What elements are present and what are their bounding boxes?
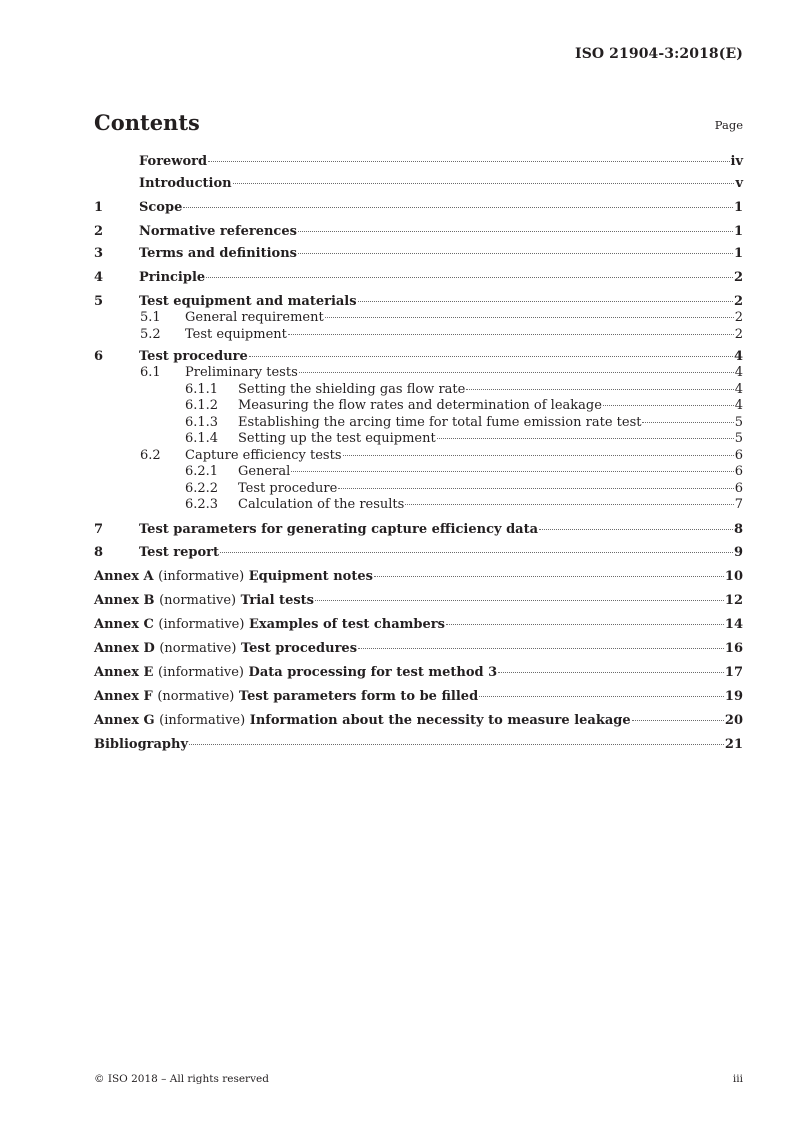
toc-entry-title[interactable]: Foreword: [139, 154, 208, 169]
toc-entry[interactable]: [94, 294, 743, 310]
dot-leader: [358, 301, 733, 302]
toc-entry-page: 1: [733, 224, 743, 239]
dot-leader: [298, 231, 733, 232]
dot-leader: [291, 471, 733, 472]
toc-entry-number: 1: [94, 200, 104, 215]
toc-entry-title[interactable]: Normative references: [139, 224, 297, 239]
annex-label: Annex A: [94, 568, 154, 584]
toc-entry-number: 6.1.3: [185, 414, 219, 430]
annex-title: Data processing for test method 3: [248, 664, 498, 680]
dot-leader: [189, 744, 724, 745]
toc-entry-title[interactable]: General requirement: [185, 310, 324, 325]
toc-entry-number: 3: [94, 246, 104, 261]
toc-entry-title[interactable]: Setting up the test equipment: [238, 431, 436, 446]
toc-entry-number: 6.1: [140, 365, 161, 380]
toc-entry[interactable]: [94, 464, 743, 481]
document-id-header: ISO 21904-3:2018(E): [575, 46, 743, 62]
toc-entry[interactable]: [94, 154, 743, 170]
annex-type: (normative): [157, 688, 235, 704]
dot-leader: [498, 672, 724, 673]
dot-leader: [343, 455, 734, 456]
toc-entry[interactable]: [94, 522, 743, 538]
annex-type: (normative): [159, 640, 237, 656]
toc-entry-page: 7: [734, 497, 743, 512]
table-of-contents: [94, 154, 743, 753]
toc-entry-number: 6.2: [140, 447, 161, 463]
annex-label: Annex D: [94, 640, 155, 656]
toc-entry-title[interactable]: Introduction: [139, 176, 232, 191]
dot-leader: [206, 277, 733, 278]
dot-leader: [208, 161, 729, 162]
annex-entry[interactable]: [94, 641, 743, 657]
dot-leader: [325, 317, 734, 318]
annex-label: Annex F: [94, 688, 153, 704]
page-column-label: Page: [714, 118, 743, 132]
toc-entry-title[interactable]: Test procedure: [139, 349, 248, 364]
annex-label: Annex E: [94, 664, 154, 680]
annex-entry-title[interactable]: [94, 617, 445, 633]
toc-entry-page: v: [735, 176, 743, 191]
annex-entry-page: 20: [724, 712, 743, 728]
toc-entry-page: 4: [734, 398, 743, 413]
dot-leader: [288, 334, 734, 335]
toc-entry[interactable]: [94, 481, 743, 498]
annex-label: Annex B: [94, 592, 155, 608]
dot-leader: [466, 389, 733, 390]
toc-entry[interactable]: [94, 176, 743, 192]
toc-entry-title[interactable]: Measuring the flow rates and determination of leakage: [238, 398, 602, 413]
annex-title: Information about the necessity to measure leakage: [249, 712, 631, 728]
annex-type: (informative): [159, 712, 246, 728]
toc-entry-page: 9: [733, 544, 743, 560]
dot-leader: [249, 356, 733, 357]
annex-entry-page: 10: [724, 568, 743, 584]
toc-entry-page: 5: [734, 414, 743, 430]
toc-entry-page: 8: [733, 521, 743, 537]
dot-leader: [632, 720, 724, 721]
toc-entry-page: iv: [730, 154, 743, 169]
toc-entry[interactable]: [94, 448, 743, 465]
annex-entry[interactable]: [94, 569, 743, 585]
annex-entry-title[interactable]: [94, 665, 497, 681]
dot-leader: [315, 600, 724, 601]
toc-entry-number: 7: [94, 521, 104, 537]
annex-entry[interactable]: [94, 665, 743, 681]
toc-entry-page: 4: [734, 365, 743, 380]
toc-entry-page: 2: [733, 294, 743, 309]
annex-entry-title[interactable]: [94, 689, 478, 705]
bibliography-title[interactable]: Bibliography: [94, 736, 189, 752]
toc-entry[interactable]: [94, 224, 743, 240]
toc-entry-title[interactable]: Test equipment and materials: [139, 294, 357, 309]
annex-entry-title[interactable]: [94, 593, 314, 609]
annex-type: (normative): [159, 592, 237, 608]
toc-entry[interactable]: [94, 246, 743, 262]
toc-entry-title[interactable]: Preliminary tests: [185, 365, 298, 380]
annex-entry-title[interactable]: [94, 641, 357, 657]
annex-entry[interactable]: [94, 713, 743, 729]
toc-entry-title[interactable]: General: [238, 464, 291, 479]
toc-entry-page: 4: [734, 381, 743, 397]
toc-entry[interactable]: [94, 398, 743, 415]
dot-leader: [233, 183, 735, 184]
toc-entry-title[interactable]: Calculation of the results: [238, 497, 405, 512]
toc-entry-page: 6: [734, 480, 743, 496]
toc-entry-page: 2: [734, 310, 743, 325]
toc-entry-title[interactable]: Test procedure: [238, 480, 338, 496]
annex-entry-title[interactable]: [94, 569, 373, 585]
dot-leader: [603, 405, 734, 406]
toc-entry-number: 8: [94, 544, 104, 560]
toc-entry-number: 5.2: [140, 326, 161, 342]
toc-entry-title[interactable]: Test report: [139, 544, 220, 560]
toc-entry[interactable]: [94, 365, 743, 382]
toc-entry[interactable]: [94, 327, 743, 344]
toc-entry[interactable]: [94, 497, 743, 514]
toc-entry-title[interactable]: Principle: [139, 270, 206, 285]
annex-entry-page: 12: [724, 592, 743, 608]
toc-entry[interactable]: [94, 545, 743, 561]
toc-entry-number: 6.1.4: [185, 431, 219, 446]
annex-title: Test procedures: [240, 640, 358, 656]
dot-leader: [405, 504, 733, 505]
dot-leader: [446, 624, 724, 625]
toc-entry-title[interactable]: Capture efficiency tests: [185, 447, 342, 463]
toc-entry-title[interactable]: Scope: [139, 200, 183, 215]
page-number-footer: iii: [732, 1073, 743, 1085]
bibliography-page: 21: [724, 736, 743, 752]
toc-entry-title[interactable]: Establishing the arcing time for total fume emission rate test: [238, 414, 642, 430]
annex-entry[interactable]: [94, 689, 743, 705]
toc-entry-number: 4: [94, 270, 104, 285]
annex-entry[interactable]: [94, 593, 743, 609]
bibliography-entry[interactable]: [94, 737, 743, 753]
toc-entry-number: 6.1.1: [185, 381, 219, 397]
toc-entry[interactable]: [94, 415, 743, 432]
annex-entry[interactable]: [94, 617, 743, 633]
dot-leader: [298, 253, 733, 254]
annex-label: Annex C: [94, 616, 154, 632]
dot-leader: [437, 438, 734, 439]
annex-title: Examples of test chambers: [248, 616, 445, 632]
toc-entry-page: 1: [733, 246, 743, 261]
dot-leader: [338, 488, 733, 489]
toc-entry-title[interactable]: Setting the shielding gas flow rate: [238, 381, 466, 397]
toc-entry[interactable]: [94, 349, 743, 365]
dot-leader: [299, 372, 734, 373]
contents-title: Contents: [94, 110, 200, 135]
toc-entry-page: 4: [733, 349, 743, 364]
toc-entry-number: 6.2.3: [185, 497, 219, 512]
toc-entry-page: 6: [734, 464, 743, 479]
toc-entry[interactable]: [94, 382, 743, 399]
annex-entry-page: 19: [724, 688, 743, 704]
annex-entry-page: 14: [724, 616, 743, 632]
annex-entry-page: 16: [724, 640, 743, 656]
toc-entry[interactable]: [94, 200, 743, 216]
annex-type: (informative): [158, 616, 245, 632]
toc-entry-page: 6: [734, 447, 743, 463]
annex-title: Test parameters form to be filled: [238, 688, 479, 704]
dot-leader: [183, 207, 733, 208]
toc-entry-title[interactable]: Terms and definitions: [139, 246, 297, 261]
toc-entry[interactable]: [94, 270, 743, 286]
toc-entry-page: 2: [734, 326, 743, 342]
toc-entry[interactable]: [94, 431, 743, 448]
toc-entry-page: 5: [734, 431, 743, 446]
toc-entry-number: 6.1.2: [185, 398, 219, 413]
annex-type: (informative): [157, 664, 245, 680]
dot-leader: [374, 576, 724, 577]
dot-leader: [642, 422, 733, 423]
toc-entry-page: 2: [733, 270, 743, 285]
copyright-footer: © ISO 2018 – All rights reserved: [94, 1073, 269, 1085]
dot-leader: [358, 648, 724, 649]
toc-entry-number: 2: [94, 224, 104, 239]
toc-entry[interactable]: [94, 310, 743, 327]
toc-entry-title[interactable]: Test parameters for generating capture efficiency data: [139, 521, 539, 537]
toc-entry-title[interactable]: Test equipment: [185, 326, 287, 342]
annex-type: (informative): [158, 568, 245, 584]
annex-entry-title[interactable]: [94, 713, 631, 729]
toc-entry-number: 5.1: [140, 310, 161, 325]
toc-entry-number: 6.2.2: [185, 480, 219, 496]
toc-entry-number: 5: [94, 294, 104, 309]
toc-entry-number: 6.2.1: [185, 464, 219, 479]
annex-title: Equipment notes: [248, 568, 373, 584]
dot-leader: [220, 552, 733, 553]
toc-entry-number: 6: [94, 349, 104, 364]
annex-label: Annex G: [94, 712, 155, 728]
dot-leader: [539, 529, 733, 530]
annex-title: Trial tests: [240, 592, 314, 608]
toc-entry-page: 1: [733, 200, 743, 215]
dot-leader: [479, 696, 724, 697]
annex-entry-page: 17: [724, 664, 743, 680]
